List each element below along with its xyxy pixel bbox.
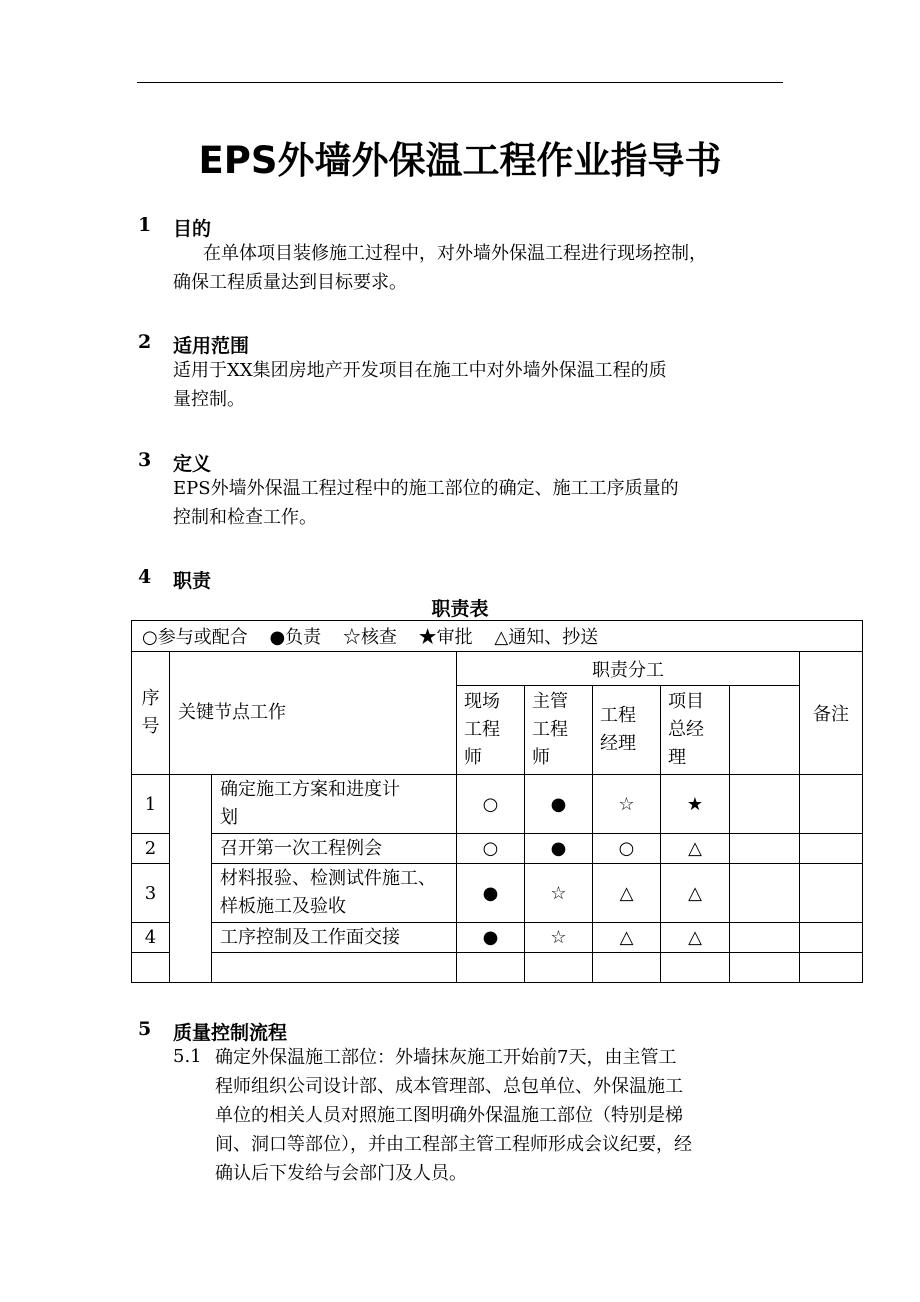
row-mark: ○ xyxy=(593,834,661,864)
table-row xyxy=(132,953,863,983)
row-mark: ☆ xyxy=(525,864,593,923)
row-seq: 4 xyxy=(132,923,170,953)
header-task: 关键节点工作 xyxy=(170,652,457,775)
row-task-line-2: 样板施工及验收 xyxy=(220,896,346,917)
row-mark xyxy=(661,953,730,983)
section-1-line-2: 确保工程质量达到目标要求。 xyxy=(173,272,407,293)
row-mark: ● xyxy=(525,834,593,864)
section-3-line-2: 控制和检查工作。 xyxy=(173,507,317,528)
section-5-title: 质量控制流程 xyxy=(173,1022,288,1044)
row-remark xyxy=(800,953,863,983)
header-rule xyxy=(137,82,783,83)
row-mark xyxy=(730,953,800,983)
row-task-line-1: 材料报验、检测试件施工、 xyxy=(220,868,436,889)
role-2-line-3: 师 xyxy=(532,747,550,768)
header-row-1 xyxy=(132,652,863,686)
responsibility-table xyxy=(131,620,863,983)
section-3-body xyxy=(173,474,785,532)
section-5-number: 5 xyxy=(138,1018,152,1040)
table-row xyxy=(132,834,863,864)
subsection-line-4: 间、洞口等部位），并由工程部主管工程师形成会议纪要，经 xyxy=(215,1134,692,1155)
row-seq xyxy=(132,953,170,983)
row-mark: △ xyxy=(593,864,661,923)
role-2-line-1: 主管 xyxy=(532,691,568,712)
row-task-line-2: 划 xyxy=(220,807,238,828)
row-mark: ○ xyxy=(457,834,525,864)
row-mark xyxy=(730,834,800,864)
section-2-title: 适用范围 xyxy=(173,335,250,357)
role-3-line-1: 工程 xyxy=(600,705,636,726)
role-1-line-3: 师 xyxy=(464,747,482,768)
table-row xyxy=(132,775,863,834)
section-1-title: 目的 xyxy=(173,218,212,240)
legend-approve: ★审批 xyxy=(418,627,473,648)
row-mark: ★ xyxy=(661,775,730,834)
section-2-line-1: 适用于XX集团房地产开发项目在施工中对外墙外保温工程的质 xyxy=(173,360,667,381)
legend-check: ☆核查 xyxy=(342,627,397,648)
row-mark: ● xyxy=(525,775,593,834)
legend-cell xyxy=(132,621,863,652)
row-mark: ☆ xyxy=(525,923,593,953)
row-remark xyxy=(800,923,863,953)
header-seq xyxy=(132,652,170,775)
subsection-line-1: 确定外保温施工部位：外墙抹灰施工开始前7天，由主管工 xyxy=(215,1047,677,1068)
role-1-line-1: 现场 xyxy=(464,691,500,712)
row-task xyxy=(212,953,457,983)
role-4-line-2: 总经 xyxy=(668,719,704,740)
section-3-title: 定义 xyxy=(173,453,212,475)
row-group-blank xyxy=(170,775,212,983)
subsection-line-2: 程师组织公司设计部、成本管理部、总包单位、外保温施工 xyxy=(215,1076,683,1097)
subsection-5-1-number: 5.1 xyxy=(173,1046,202,1067)
legend-notify: △通知、抄送 xyxy=(494,627,599,648)
row-mark: △ xyxy=(661,834,730,864)
section-4-title: 职责 xyxy=(173,570,212,592)
section-4-number: 4 xyxy=(138,566,152,588)
row-task xyxy=(212,775,457,834)
row-mark xyxy=(730,923,800,953)
row-seq: 3 xyxy=(132,864,170,923)
row-task xyxy=(212,864,457,923)
subsection-5-1-body xyxy=(215,1043,787,1188)
role-1-line-2: 工程 xyxy=(464,719,500,740)
table-row xyxy=(132,923,863,953)
section-3-number: 3 xyxy=(138,449,152,471)
section-1-body xyxy=(173,239,785,297)
row-mark: ☆ xyxy=(593,775,661,834)
section-1-line-1: 在单体项目装修施工过程中，对外墙外保温工程进行现场控制， xyxy=(203,243,707,264)
header-seq-line-2: 号 xyxy=(141,716,160,737)
row-mark xyxy=(457,953,525,983)
document-title: EPS外墙外保温工程作业指导书 xyxy=(198,139,722,182)
subsection-line-5: 确认后下发给与会部门及人员。 xyxy=(215,1163,467,1184)
row-mark: △ xyxy=(661,923,730,953)
role-3-line-2: 经理 xyxy=(600,733,636,754)
row-remark xyxy=(800,864,863,923)
row-seq: 1 xyxy=(132,775,170,834)
row-mark: ● xyxy=(457,864,525,923)
row-task: 工序控制及工作面交接 xyxy=(212,923,457,953)
row-mark: ○ xyxy=(457,775,525,834)
table-row xyxy=(132,864,863,923)
section-3-line-1: EPS外墙外保温工程过程中的施工部位的确定、施工工序质量的 xyxy=(173,478,679,499)
row-remark xyxy=(800,834,863,864)
row-mark: △ xyxy=(593,923,661,953)
role-4-line-1: 项目 xyxy=(668,691,704,712)
legend-responsible: ●负责 xyxy=(269,627,322,648)
header-role-project-gm xyxy=(661,686,730,775)
section-2-body xyxy=(173,356,785,414)
section-1-number: 1 xyxy=(138,214,152,236)
header-role-engineering-manager xyxy=(593,686,661,775)
row-mark: △ xyxy=(661,864,730,923)
row-mark xyxy=(593,953,661,983)
row-task-line-1: 确定施工方案和进度计 xyxy=(220,779,400,800)
table-caption: 职责表 xyxy=(431,598,489,620)
header-role-blank xyxy=(730,686,800,775)
header-role-chief-engineer xyxy=(525,686,593,775)
row-mark xyxy=(730,775,800,834)
role-4-line-3: 理 xyxy=(668,747,686,768)
row-mark xyxy=(730,864,800,923)
header-seq-line-1: 序 xyxy=(141,688,160,709)
row-remark xyxy=(800,775,863,834)
section-2-line-2: 量控制。 xyxy=(173,389,245,410)
header-remark: 备注 xyxy=(800,652,863,775)
row-task: 召开第一次工程例会 xyxy=(212,834,457,864)
header-role-site-engineer xyxy=(457,686,525,775)
legend-participate: ○参与或配合 xyxy=(142,627,248,648)
legend-row xyxy=(132,621,863,652)
row-seq: 2 xyxy=(132,834,170,864)
header-duty-division: 职责分工 xyxy=(457,652,800,686)
role-2-line-2: 工程 xyxy=(532,719,568,740)
subsection-line-3: 单位的相关人员对照施工图明确外保温施工部位（特别是梯 xyxy=(215,1105,683,1126)
section-2-number: 2 xyxy=(138,331,152,353)
row-mark xyxy=(525,953,593,983)
row-mark: ● xyxy=(457,923,525,953)
